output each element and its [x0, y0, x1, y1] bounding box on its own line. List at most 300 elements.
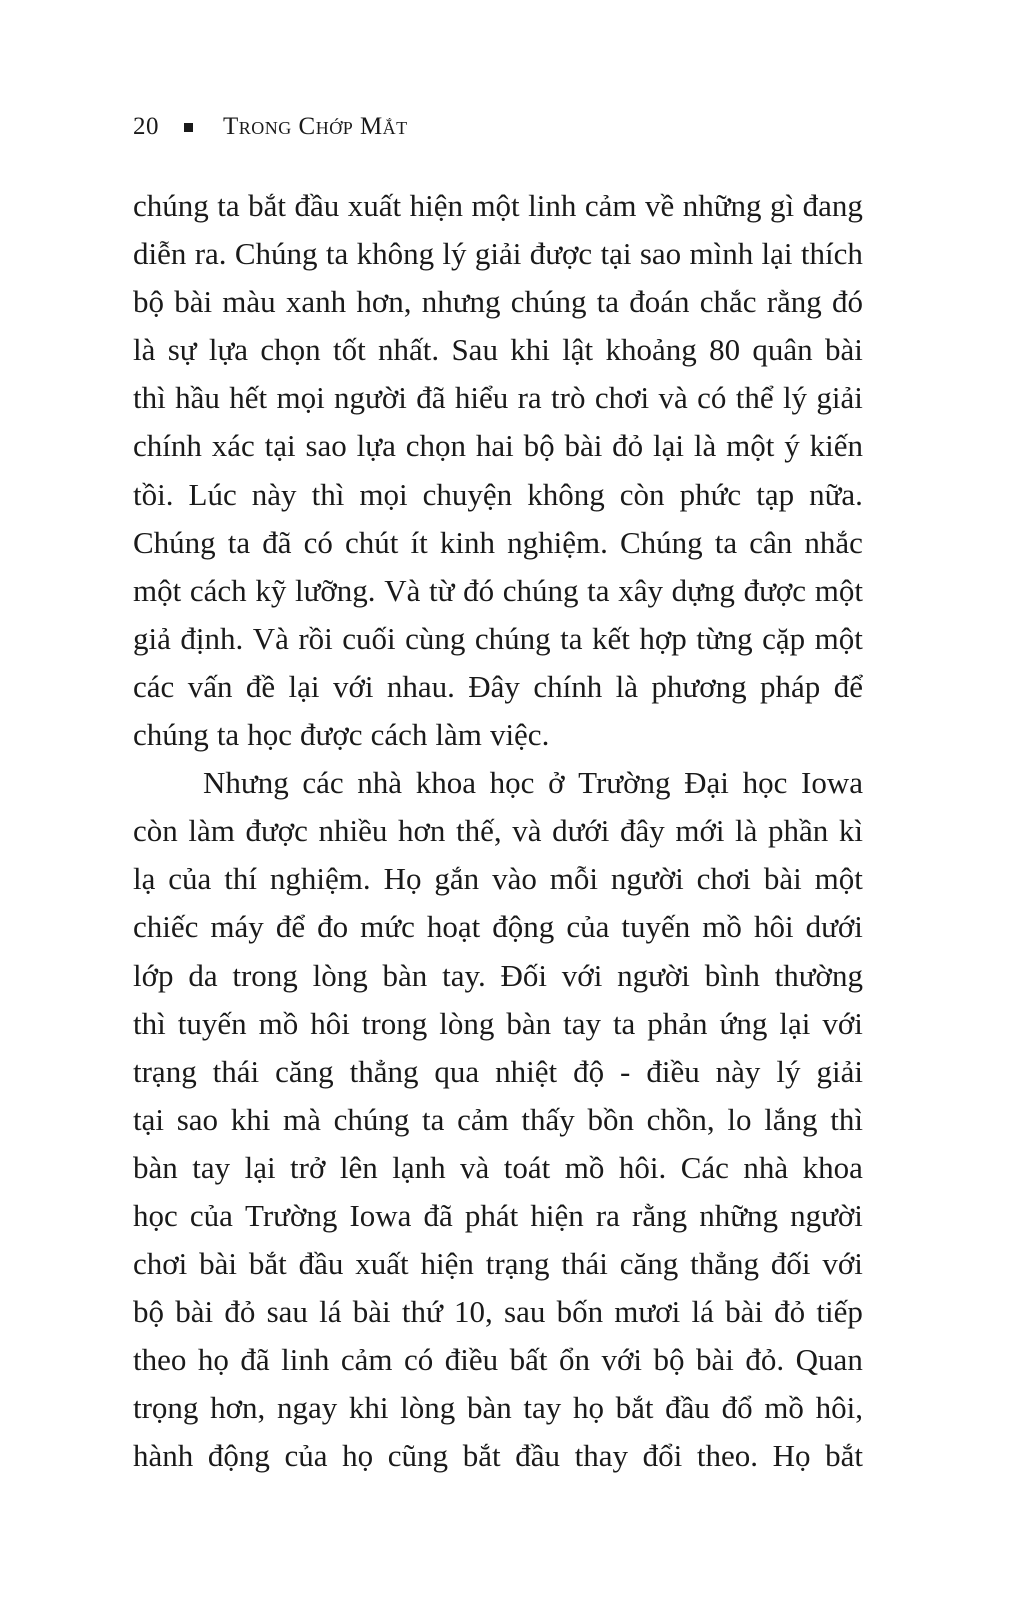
- word: thế,: [455, 813, 502, 849]
- word: lý: [776, 1053, 801, 1089]
- word: xuất: [347, 188, 402, 223]
- word: là: [133, 332, 156, 368]
- word: và: [658, 380, 688, 416]
- word: bài: [564, 428, 603, 464]
- body-text: [133, 182, 863, 1481]
- word: lạ: [133, 861, 156, 897]
- word: bàn: [133, 1149, 178, 1185]
- word: Iowa: [801, 765, 863, 801]
- word: chuyện: [422, 476, 513, 512]
- word: từng: [696, 620, 753, 656]
- word: linh: [528, 188, 577, 223]
- word: bắt: [248, 1246, 287, 1282]
- text-line: [133, 1432, 863, 1480]
- word: mới: [675, 813, 725, 849]
- word: ta: [714, 524, 738, 560]
- word: hôi,: [815, 1390, 863, 1426]
- word: trong: [361, 1005, 428, 1041]
- word: cặp: [762, 620, 806, 656]
- word: sau: [266, 1294, 308, 1330]
- word: Chúng: [234, 236, 318, 272]
- word: ra.: [194, 236, 227, 272]
- word: ngay: [276, 1390, 338, 1426]
- book-title: Trong Chớp Mắt: [223, 113, 408, 140]
- word: tồi.: [133, 476, 174, 512]
- word: nghiệm.: [507, 524, 608, 560]
- word: mỗi: [549, 861, 598, 897]
- word: quân: [752, 332, 813, 368]
- word: vấn: [187, 668, 233, 704]
- text-line: [133, 615, 863, 663]
- word: cảm: [340, 1342, 393, 1378]
- word: lựa: [356, 428, 396, 464]
- word: mọi: [276, 380, 325, 416]
- paragraph-2: [133, 759, 863, 1480]
- word: đỏ.: [745, 1342, 785, 1378]
- word: dưới: [552, 813, 610, 849]
- word: chồn,: [646, 1101, 715, 1137]
- word: lưỡng.: [294, 572, 376, 608]
- word: ứng: [719, 1005, 768, 1041]
- word: với: [822, 1005, 863, 1041]
- word: hành: [133, 1438, 194, 1474]
- word: nhà: [357, 765, 403, 801]
- word: đỏ: [774, 1294, 806, 1330]
- word: nhiệt: [495, 1053, 558, 1089]
- word: tuyến: [177, 1005, 247, 1041]
- word: trở: [290, 1149, 326, 1185]
- word: tạp: [756, 476, 795, 512]
- word: rồi: [298, 620, 333, 656]
- word: chút: [345, 524, 399, 560]
- word: ý: [784, 428, 800, 464]
- word: giải: [474, 236, 522, 272]
- word: Trường: [578, 765, 671, 801]
- word: bắt: [825, 1438, 863, 1474]
- word: bài: [696, 1342, 734, 1378]
- word: đã: [240, 1342, 270, 1378]
- word: chọn: [405, 428, 466, 464]
- word: đầu: [515, 1438, 560, 1474]
- word: và: [460, 1149, 490, 1185]
- text-line: [133, 567, 863, 615]
- word: Và: [252, 620, 289, 656]
- word: trạng: [133, 1053, 197, 1089]
- word: bàn: [382, 957, 428, 993]
- word: đối: [770, 1246, 811, 1282]
- word: chơi: [133, 1246, 188, 1282]
- word: định.: [180, 620, 244, 656]
- word: chọn: [260, 332, 321, 368]
- word: ta: [422, 1101, 445, 1137]
- word: đổi: [642, 1438, 683, 1474]
- word: xây: [618, 572, 663, 608]
- word: được: [743, 572, 807, 608]
- word: Đây: [468, 668, 520, 704]
- word: hơn: [397, 813, 446, 849]
- word: xuất: [355, 1246, 409, 1282]
- word: những: [682, 188, 762, 223]
- word: lý: [782, 380, 808, 416]
- word: bộ: [133, 1294, 164, 1330]
- word: ta: [596, 284, 620, 320]
- word: tuyến: [621, 909, 691, 945]
- word: mức: [360, 909, 415, 945]
- word: lật: [562, 332, 594, 368]
- word: một: [471, 188, 520, 223]
- word: bộ: [133, 284, 164, 320]
- word: xác: [211, 428, 255, 464]
- word: sự: [167, 332, 197, 368]
- word: ta: [325, 236, 349, 272]
- word: tại: [600, 236, 632, 272]
- word: lòng: [439, 1005, 495, 1041]
- word: được: [300, 717, 363, 753]
- word: giải: [816, 1053, 863, 1089]
- word: chơi: [594, 380, 650, 416]
- word: lại: [761, 236, 793, 272]
- word: bắt: [462, 1438, 501, 1474]
- word: cách: [370, 717, 428, 753]
- word: tay: [563, 1005, 601, 1041]
- word: Các: [680, 1149, 729, 1185]
- text-line: [133, 519, 863, 567]
- word: ta: [217, 188, 240, 223]
- word: với: [332, 668, 374, 704]
- word: lên: [339, 1149, 378, 1185]
- text-line: [133, 903, 863, 951]
- word: người: [334, 380, 407, 416]
- word: chính: [533, 668, 603, 704]
- page-number: 20: [133, 113, 159, 140]
- word: làm: [188, 813, 235, 849]
- word: các: [133, 668, 175, 704]
- word: vào: [492, 861, 537, 897]
- square-bullet-icon: [184, 123, 193, 132]
- word: kỹ: [255, 572, 287, 608]
- word: lòng: [312, 957, 368, 993]
- word: dưới: [805, 909, 863, 945]
- word: hôi.: [618, 1149, 667, 1185]
- word: cảm: [584, 188, 637, 223]
- word: Chúng: [619, 524, 703, 560]
- word: từ: [429, 572, 455, 608]
- text-line: [133, 807, 863, 855]
- word: phức: [679, 476, 742, 512]
- word: đã: [423, 1197, 453, 1233]
- word: thẳng: [349, 1053, 419, 1089]
- word: đầu: [665, 1390, 710, 1426]
- word: theo.: [696, 1438, 758, 1474]
- word: Đại: [684, 765, 729, 801]
- word: thường: [774, 957, 863, 993]
- word: xanh: [285, 284, 347, 320]
- word: thấy: [521, 1101, 575, 1137]
- word: ở: [548, 765, 565, 801]
- word: học: [247, 717, 292, 753]
- text-line: [133, 422, 863, 470]
- word: linh: [281, 1342, 330, 1378]
- word: học: [489, 765, 535, 801]
- word: có: [697, 380, 727, 416]
- word: đây: [619, 813, 665, 849]
- word: lo: [727, 1101, 752, 1137]
- word: căng: [619, 1246, 679, 1282]
- word: cân: [749, 524, 793, 560]
- word: bình: [704, 957, 760, 993]
- word: lạnh: [392, 1149, 446, 1185]
- word: Chúng: [133, 524, 216, 560]
- word: thay: [574, 1438, 628, 1474]
- running-head: [133, 112, 408, 142]
- word: lý: [442, 236, 467, 272]
- word: hầu: [175, 380, 220, 416]
- word: ta: [612, 1005, 636, 1041]
- word: về: [645, 188, 675, 223]
- word: hết: [229, 380, 268, 416]
- word: bài: [352, 1294, 391, 1330]
- word: theo: [133, 1342, 187, 1378]
- word: sao: [176, 1101, 219, 1137]
- word: tay: [192, 1149, 231, 1185]
- word: mọi: [359, 476, 408, 512]
- word: toát: [503, 1149, 551, 1185]
- word: đầu: [298, 1246, 344, 1282]
- word: đó: [463, 572, 495, 608]
- word: với: [561, 957, 603, 993]
- word: ổn: [559, 1342, 591, 1378]
- word: đang: [802, 188, 863, 223]
- text-line: [133, 855, 863, 903]
- word: nhắc: [804, 524, 863, 560]
- word: pháp: [760, 668, 821, 704]
- word: dựng: [671, 572, 735, 608]
- word: nghiệm.: [269, 861, 371, 897]
- word: Trường: [244, 1197, 338, 1233]
- word: trọng: [133, 1390, 199, 1426]
- word: không: [527, 476, 605, 512]
- word: thì: [133, 1005, 166, 1041]
- text-line: [133, 1000, 863, 1048]
- word: phản: [647, 1005, 708, 1041]
- text-line: [133, 471, 863, 519]
- word: trong: [232, 957, 298, 993]
- word: độ: [573, 1053, 605, 1089]
- word: chúng: [133, 717, 209, 753]
- word: đỏ: [224, 1294, 256, 1330]
- word: bài: [199, 1246, 238, 1282]
- word: mà: [283, 1101, 321, 1137]
- word: với: [822, 1246, 863, 1282]
- word: các: [302, 765, 344, 801]
- word: để: [833, 668, 863, 704]
- text-line: [133, 278, 863, 326]
- word: sao: [639, 236, 682, 272]
- text-line: [133, 1240, 863, 1288]
- word: kinh: [439, 524, 495, 560]
- word: thể: [735, 380, 774, 416]
- word: lại: [244, 1149, 276, 1185]
- word: đã: [262, 524, 292, 560]
- word: động: [207, 1438, 270, 1474]
- word: chúng: [333, 1101, 410, 1137]
- word: thí: [224, 861, 257, 897]
- word: phát: [464, 1197, 519, 1233]
- text-line: [133, 759, 863, 807]
- word: thẳng: [690, 1246, 760, 1282]
- word: hoạt: [426, 909, 481, 945]
- word: đổ: [721, 1390, 753, 1426]
- word: tại: [264, 428, 296, 464]
- word: khi: [510, 332, 550, 368]
- word: thì: [830, 1101, 863, 1137]
- word: đỏ: [612, 428, 644, 464]
- word: chúng: [502, 572, 579, 608]
- word: bắt: [615, 1390, 654, 1426]
- word: tốt: [332, 332, 366, 368]
- word: khoa: [415, 765, 476, 801]
- word: điều: [646, 1053, 700, 1089]
- word: là: [735, 813, 758, 849]
- word: 10,: [454, 1294, 493, 1330]
- word: bộ: [653, 1342, 685, 1378]
- word: chúng: [474, 620, 551, 656]
- word: mồ: [702, 909, 742, 945]
- word: với: [601, 1342, 643, 1378]
- word: nhất.: [378, 332, 440, 368]
- word: nhau.: [386, 668, 455, 704]
- word: Đối: [500, 957, 547, 993]
- word: hơn,: [210, 1390, 266, 1426]
- word: còn: [619, 476, 665, 512]
- word: trò: [551, 380, 586, 416]
- word: ra: [517, 380, 542, 416]
- text-line: [133, 1288, 863, 1336]
- word: chính: [133, 428, 202, 464]
- word: hiểu: [454, 380, 509, 416]
- word: thích: [800, 236, 863, 272]
- word: của: [168, 861, 212, 897]
- word: ta: [216, 717, 240, 753]
- word: sao: [305, 428, 347, 464]
- word: trạng: [485, 1246, 550, 1282]
- word: họ: [342, 1438, 374, 1474]
- word: họ: [197, 1342, 229, 1378]
- word: đó: [832, 284, 863, 320]
- word: một: [814, 861, 863, 897]
- word: họ: [572, 1390, 604, 1426]
- word: có: [303, 524, 333, 560]
- word: giải: [816, 380, 863, 416]
- word: lòng: [400, 1390, 456, 1426]
- word: nhưng: [421, 284, 501, 320]
- word: kiến: [809, 428, 863, 464]
- word: một: [726, 428, 775, 464]
- word: ta: [560, 620, 583, 656]
- word: phương: [651, 668, 747, 704]
- word: là: [693, 428, 717, 464]
- text-line: [133, 1144, 863, 1192]
- word: hợp: [639, 620, 687, 656]
- word: lựa: [208, 332, 249, 368]
- word: khi: [348, 1390, 389, 1426]
- word: đoán: [629, 284, 690, 320]
- word: bài: [763, 861, 802, 897]
- text-line: [133, 1384, 863, 1432]
- text-line: [133, 1192, 863, 1240]
- word: bàn: [466, 1390, 512, 1426]
- word: 80: [709, 332, 741, 368]
- word: qua: [434, 1053, 480, 1089]
- word: thái: [561, 1246, 608, 1282]
- word: khi: [230, 1101, 271, 1137]
- word: được: [245, 813, 308, 849]
- word: Lúc: [188, 476, 237, 512]
- word: tại: [133, 1101, 164, 1137]
- word: ta: [227, 524, 251, 560]
- word: diễn: [133, 236, 187, 272]
- word: thứ: [401, 1294, 443, 1330]
- word: lá: [319, 1294, 342, 1330]
- word: chơi: [696, 861, 751, 897]
- word: rằng: [766, 284, 822, 320]
- word: phần: [768, 813, 829, 849]
- word: mồ: [564, 1149, 605, 1185]
- word: Quan: [795, 1342, 863, 1378]
- word: của: [284, 1438, 328, 1474]
- text-line: [133, 326, 863, 374]
- word: màu: [222, 284, 276, 320]
- word: bồn: [587, 1101, 634, 1137]
- text-line: [133, 952, 863, 1000]
- word: rằng: [632, 1197, 688, 1233]
- word: hiện: [409, 188, 463, 223]
- word: cảm: [457, 1101, 509, 1137]
- word: hiện: [420, 1246, 474, 1282]
- word: gì: [770, 188, 795, 223]
- word: người: [610, 861, 684, 897]
- word: làm: [435, 717, 482, 753]
- word: được: [529, 236, 593, 272]
- word: có: [404, 1342, 434, 1378]
- word: da: [188, 957, 218, 993]
- word: lại: [653, 428, 685, 464]
- text-line: [133, 711, 863, 759]
- word: kết: [592, 620, 630, 656]
- word: đo: [317, 909, 349, 945]
- text-line: [133, 1048, 863, 1096]
- word: để: [275, 909, 306, 945]
- word: những: [699, 1197, 779, 1233]
- word: chắc: [699, 284, 757, 320]
- word: đầu: [294, 188, 340, 223]
- word: sau: [504, 1294, 546, 1330]
- word: việc.: [489, 717, 550, 753]
- word: khoa: [802, 1149, 863, 1185]
- word: Sau: [451, 332, 498, 368]
- word: cùng: [405, 620, 466, 656]
- word: khoảng: [605, 332, 697, 368]
- word: hai: [475, 428, 514, 464]
- word: một: [133, 572, 182, 608]
- word: -: [620, 1053, 631, 1089]
- word: mình: [689, 236, 754, 272]
- word: người: [617, 957, 690, 993]
- word: đề: [245, 668, 276, 704]
- word: Họ: [383, 861, 422, 897]
- word: nhà: [743, 1149, 789, 1185]
- text-line: [133, 1096, 863, 1144]
